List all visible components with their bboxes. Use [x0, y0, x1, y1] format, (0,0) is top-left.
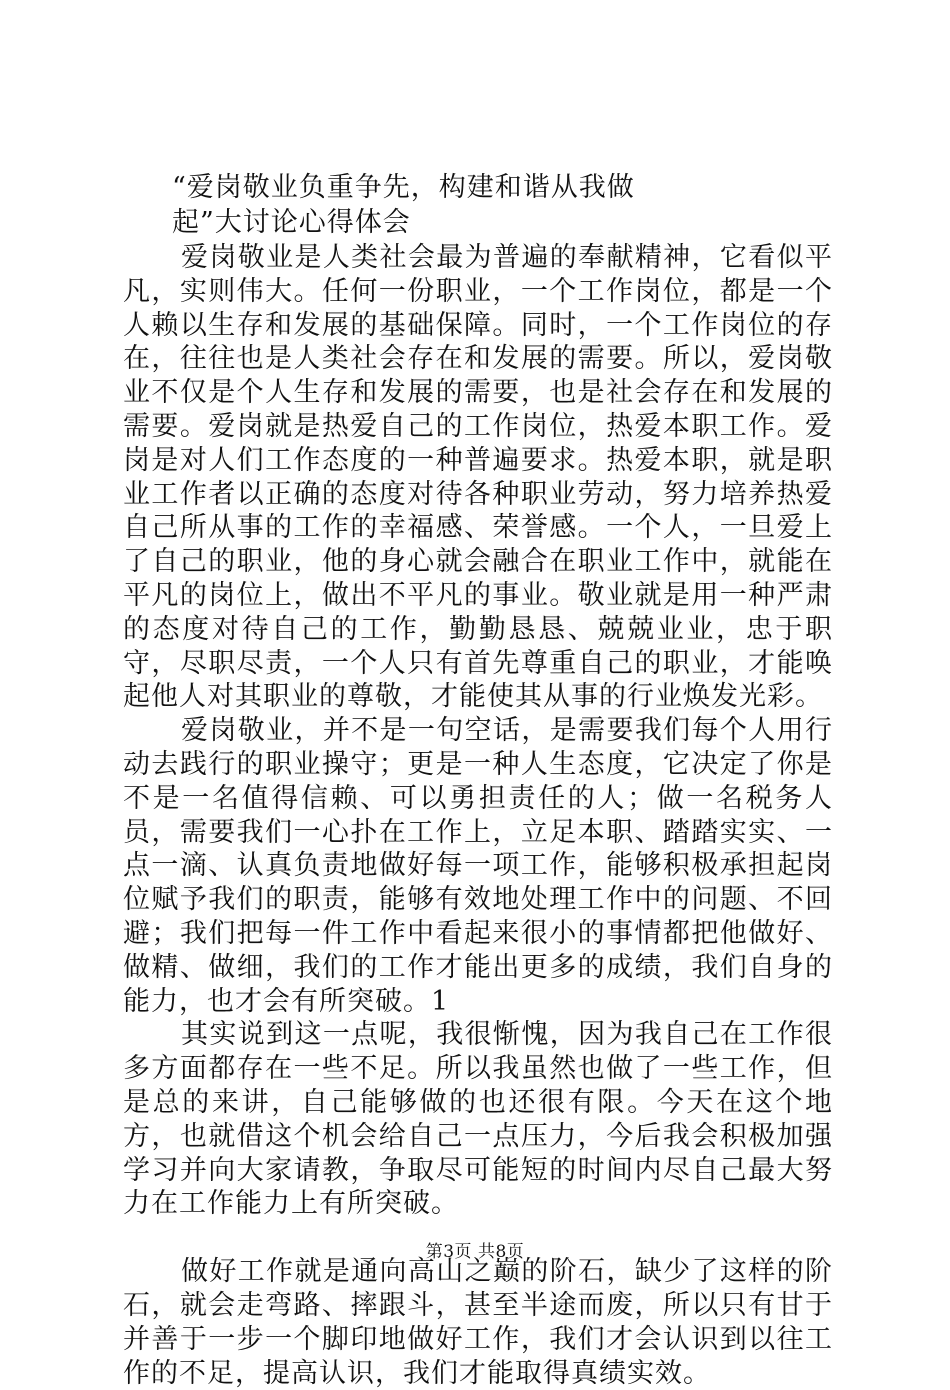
- document-body: [123, 241, 833, 1390]
- page-number-footer: 第3页 共8页: [425, 1242, 525, 1262]
- paragraph-3: 其实说到这一点呢，我很惭愧，因为我自己在工作很多方面都存在一些不足。所以我虽然也做了一些工作，但是总的来讲，自己能够做的也还很有限。今天在这个地方，也就借这个机会给自己一点压力，今后我会积极加强学习并向大家请教，争取尽可能短的时间内尽自己最大努力在工作能力上有所突破。: [123, 1019, 833, 1220]
- document-title-line-2: 起”大讨论心得体会: [172, 207, 411, 238]
- document-title-line-1: “爱岗敬业负重争先，构建和谐从我做: [172, 172, 635, 203]
- paragraph-1: 爱岗敬业是人类社会最为普遍的奉献精神，它看似平凡，实则伟大。任何一份职业，一个工作岗位，都是一个人赖以生存和发展的基础保障。同时，一个工作岗位的存在，往往也是人类社会存在和发展的需要。所以，爱岗敬业不仅是个人生存和发展的需要，也是社会存在和发展的需要。爱岗就是热爱自己的工作岗位，热爱本职工作。爱岗是对人们工作态度的一种普遍要求。热爱本职，就是职业工作者以正确的态度对待各种职业劳动，努力培养热爱自己所从事的工作的幸福感、荣誉感。一个人，一旦爱上了自己的职业，他的身心就会融合在职业工作中，就能在平凡的岗位上，做出不平凡的事业。敬业就是用一种严肃的态度对待自己的工作，勤勤恳恳、兢兢业业，忠于职守，尽职尽责，一个人只有首先尊重自己的职业，才能唤起他人对其职业的尊敬，才能使其从事的行业焕发光彩。: [123, 242, 833, 713]
- paragraph-4: 做好工作就是通向高山之巅的阶石，缺少了这样的阶石，就会走弯路、摔跟斗，甚至半途而废，所以只有甘于并善于一步一个脚印地做好工作，我们才会认识到以往工作的不足，提高认识，我们才能取得真绩实效。: [123, 1256, 833, 1389]
- paragraph-2: 爱岗敬业，并不是一句空话，是需要我们每个人用行动去践行的职业操守；更是一种人生态度，它决定了你是不是一名值得信赖、可以勇担责任的人；做一名税务人员，需要我们一心扑在工作上，立足本职、踏踏实实、一点一滴、认真负责地做好每一项工作，能够积极承担起岗位赋予我们的职责，能够有效地处理工作中的问题、不回避；我们把每一件工作中看起来很小的事情都把他做好、做精、做细，我们的工作才能出更多的成绩，我们自身的能力，也才会有所突破。1: [123, 715, 833, 1017]
